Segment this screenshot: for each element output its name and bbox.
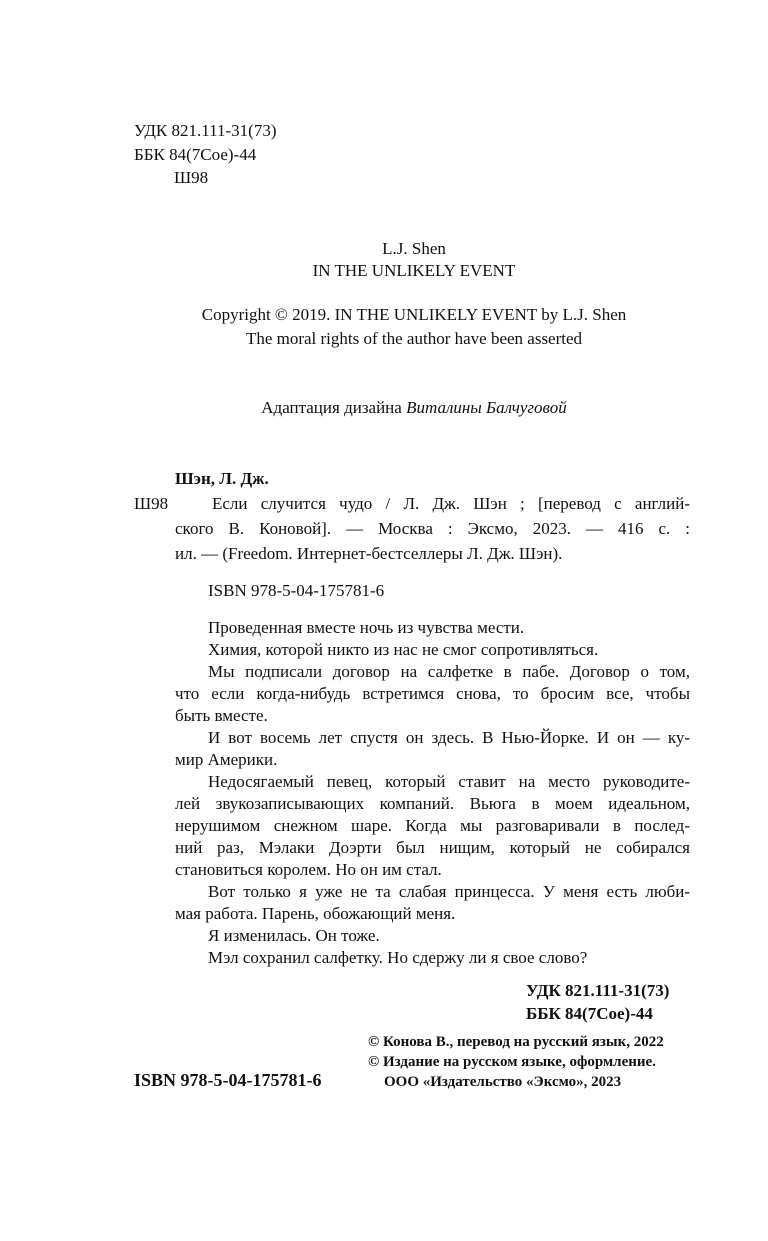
design-credit-prefix: Адаптация дизайна: [261, 398, 407, 417]
moral-rights-line: The moral rights of the author have been asserted: [245, 329, 583, 348]
translation-rights: © Конова В., перевод на русский язык, 2022: [368, 1034, 664, 1050]
design-credit: [0, 397, 768, 419]
bottom-bbk-code: ББК 84(7Сое)-44: [526, 1004, 653, 1023]
annotation-line: Химия, которой никто из нас не смог сопротивляться.: [208, 640, 599, 659]
annotation-line: Я изменилась. Он тоже.: [208, 926, 380, 945]
bottom-udk-code: УДК 821.111-31(73): [526, 981, 670, 1000]
annotation-line: быть вместе.: [175, 706, 268, 725]
catalog-line-3: ил. — (Freedom. Интернет-бестселлеры Л. Дж. Шэн).: [175, 544, 563, 563]
annotation-line: мир Америки.: [175, 750, 278, 769]
annotation-line: И вот восемь лет спустя он здесь. В Нью-Йорке. И он — ку-: [208, 728, 690, 747]
annotation-line: нерушимом снежном шаре. Когда мы разговаривали в послед-: [175, 816, 690, 835]
bbk-code: ББК 84(7Сое)-44: [134, 145, 257, 164]
design-credit-name: Виталины Балчуговой: [406, 398, 567, 417]
annotation-line: Проведенная вместе ночь из чувства мести.: [208, 618, 525, 637]
catalog-heading: Шэн, Л. Дж.: [175, 469, 269, 488]
annotation-line: что если когда-нибудь встретимся снова, то бросим все, чтобы: [175, 684, 690, 703]
udk-code: УДК 821.111-31(73): [134, 121, 277, 140]
original-title: IN THE UNLIKELY EVENT: [312, 261, 516, 280]
copyright-line: Copyright © 2019. IN THE UNLIKELY EVENT by L.J. Shen: [201, 305, 627, 324]
original-author: L.J. Shen: [382, 239, 446, 258]
catalog-mark: Ш98: [134, 494, 169, 513]
annotation-line: Мы подписали договор на салфетке в пабе. Договор о том,: [208, 662, 690, 681]
annotation-line: Вот только я уже не та слабая принцесса. У меня есть люби-: [208, 882, 690, 901]
annotation-line: мая работа. Парень, обожающий меня.: [175, 904, 456, 923]
edition-rights: © Издание на русском языке, оформление.: [368, 1054, 656, 1070]
annotation-line: становиться королем. Но он им стал.: [175, 860, 442, 879]
catalog-isbn: ISBN 978-5-04-175781-6: [208, 581, 385, 600]
catalog-line-1: Если случится чудо / Л. Дж. Шэн ; [перевод с англий-: [212, 494, 690, 513]
author-mark: Ш98: [174, 168, 209, 187]
footer-isbn: ISBN 978-5-04-175781-6: [134, 1070, 322, 1090]
publisher-rights: ООО «Издательство «Эксмо», 2023: [384, 1074, 622, 1090]
catalog-line-2: ского В. Коновой]. — Москва : Эксмо, 2023. — 416 с. :: [175, 519, 690, 538]
annotation-line: Недосягаемый певец, который ставит на место руководите-: [208, 772, 690, 791]
annotation-line: лей звукозаписывающих компаний. Вьюга в моем идеальном,: [175, 794, 690, 813]
annotation-line: Мэл сохранил салфетку. Но сдержу ли я свое слово?: [208, 948, 588, 967]
annotation-line: ний раз, Мэлаки Доэрти был нищим, который не собирался: [175, 838, 690, 857]
